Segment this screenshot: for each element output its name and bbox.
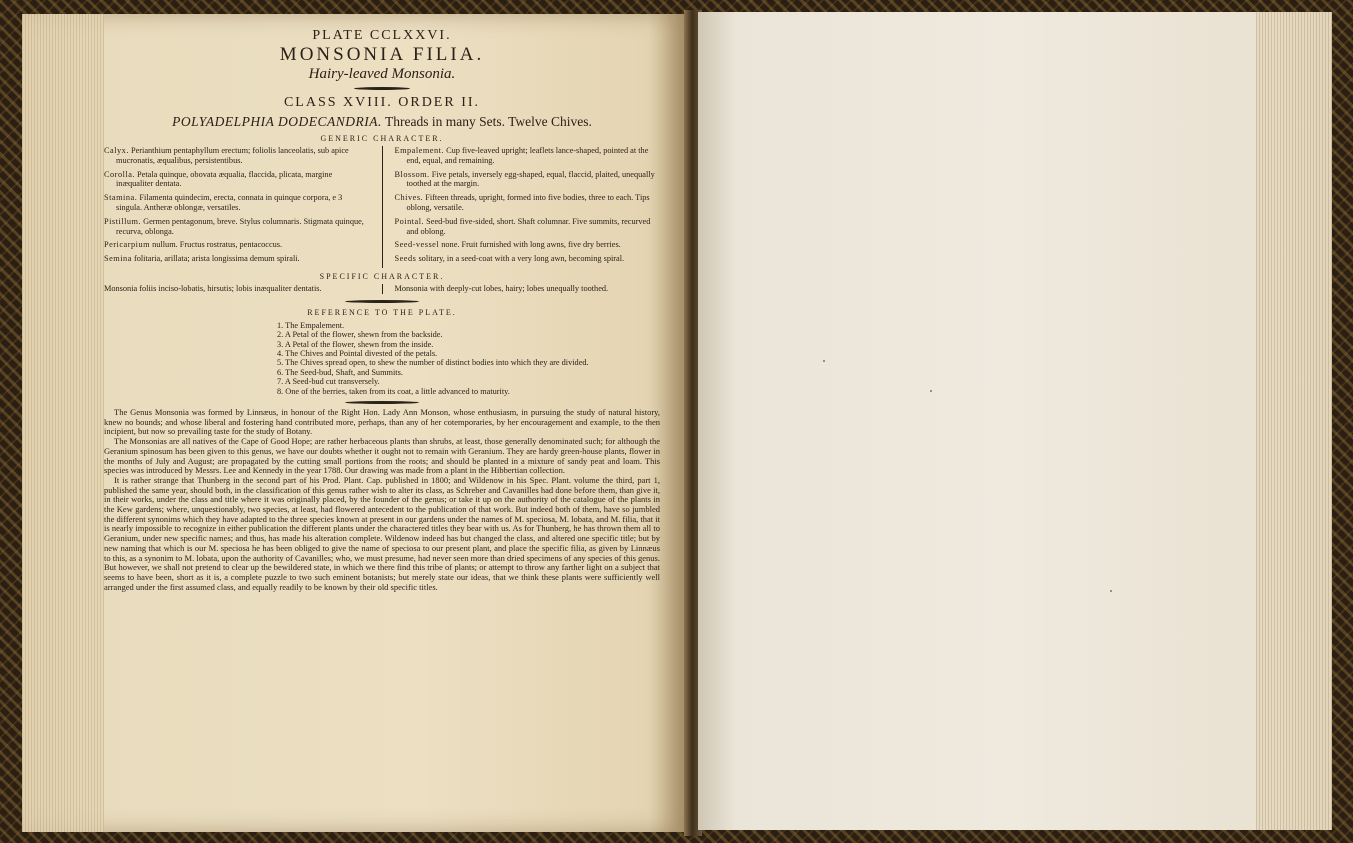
specific-columns xyxy=(104,284,660,294)
paper-speck xyxy=(1110,590,1112,592)
plate-number: PLATE CCLXXVI. xyxy=(312,28,452,43)
reference-item: 6. The Seed-bud, Shaft, and Summits. xyxy=(277,367,403,377)
specific-english: Monsonia with deeply-cut lobes, hairy; lobes unequally toothed. xyxy=(394,283,609,293)
generic-latin-entry: Calyx. Perianthium pentaphyllum erectum; foliolis lanceolatis, sub apice mucronatis, æqualibus, persistentibus. xyxy=(104,146,349,165)
generic-columns xyxy=(104,146,660,268)
generic-latin-entry: Semina folitaria, arillata; arista longissima demum spirali. xyxy=(104,254,300,264)
class-latin: POLYADELPHIA DODECANDRIA. xyxy=(172,114,382,129)
body-paragraph: The Genus Monsonia was formed by Linnæus, in honour of the Right Hon. Lady Ann Monson, whose enthusiasm, in pursuing the study of natural history, knew no bounds; and whose liberal and fostering hand contributed more, perhaps, than any of her cotemporaries, by her encouragement and example, to the then incipient, but now so prevailing taste for the study of Botany. xyxy=(104,407,660,437)
generic-latin-entry: Pistillum. Germen pentagonum, breve. Stylus columnaris. Stigmata quinque, recurva, oblonga. xyxy=(104,216,364,236)
genus-title: MONSONIA FILIA. xyxy=(279,44,485,65)
reference-item: 8. One of the berries, taken from its coat, a little advanced to maturity. xyxy=(277,386,510,396)
specific-latin: Monsonia foliis inciso-lobatis, hirsutis; lobis inæqualiter dentatis. xyxy=(104,284,383,294)
reference-item: 4. The Chives and Pointal divested of the petals. xyxy=(277,348,438,358)
reference-item: 7. A Seed-bud cut transversely. xyxy=(277,377,380,387)
generic-latin-entry: Corolla. Petala quinque, obovata æqualia, flaccida, plicata, margine inæqualiter dentata. xyxy=(104,169,333,189)
reference-item: 1. The Empalement. xyxy=(277,320,345,330)
right-page-blank xyxy=(698,12,1332,830)
paper-speck xyxy=(823,360,825,362)
generic-english-entry: Chives. Fifteen threads, upright, formed into five bodies, three to each. Tips oblong, versatile. xyxy=(394,193,650,212)
generic-english xyxy=(383,146,661,268)
specific-heading: SPECIFIC CHARACTER. xyxy=(319,271,445,281)
generic-latin xyxy=(104,146,383,268)
plate-text xyxy=(104,28,660,592)
ornamental-rule xyxy=(345,401,419,404)
generic-latin-entry: Pericarpium nullum. Fructus rostratus, pentacoccus. xyxy=(104,240,283,250)
body-paragraph: It is rather strange that Thunberg in the second part of his Prod. Plant. Cap. published in 1800; and Wildenow in his Spec. Plant. volume the third, part 1, published the same year, should both, in the classification of this genus rather wish to alter its class, as Schreber and Cavanilles had done before them, than give it, in their works, under the class and title where it was originally placed, by the founder of the genus; or take it up on the authority of the catalogue of the plants in the Kew gardens; where, unquestionably, two species, at least, had flowered antecedent to the publication of that work. But indeed both of them, have so jumbled the different synonims which they have adapted to the three species known at present in our gardens under the names of M. speciosa, M. lobata, and M. filia, that it is nearly impossible to recognize in either publication the different plants under the charactered titles they bear with us. As for Thunberg, he has thrown them all to Geranium, under new specific names; and thus, has made his alteration complete. Wildenow indeed has but changed the class, and altered one specific title; but by new naming that which is our M. speciosa he has been obliged to give the name of speciosa to our present plant, and place the specific filia, as given by Linnæus to this, as a synonim to M. lobata, upon the authority of Cavanilles; who, we must presume, had never seen more than dried specimens of any species of this genus. But however, we shall not pretend to clear up the bewildered state, in which we there find this tribe of plants; or attempt to throw any farther light on a subject that seems to have been, short as it is, a complete puzzle to two such eminent botanists; but merely state our ideas, that we think these plants were sufficiently well arranged under the first assumed class, and equally readily to be known by their old specific titles. xyxy=(104,474,660,592)
reference-heading: REFERENCE TO THE PLATE. xyxy=(307,307,457,317)
generic-english-entry: Empalement. Cup five-leaved upright; leaflets lance-shaped, pointed at the end, equal, and remaining. xyxy=(394,146,649,165)
generic-english-entry: Seed-vessel none. Fruit furnished with long awns, five dry berries. xyxy=(394,240,621,250)
left-page-edges xyxy=(22,14,104,832)
generic-english-entry: Pointal. Seed-bud five-sided, short. Shaft columnar. Five summits, recurved and oblong. xyxy=(394,216,651,236)
class-description xyxy=(104,113,660,130)
generic-latin-entry: Stamina. Filamenta quindecim, erecta, connata in quinque corpora, e 3 singula. Antheræ oblongæ, versatiles. xyxy=(104,193,343,212)
class-english: Threads in many Sets. Twelve Chives. xyxy=(385,114,592,129)
reference-item: 5. The Chives spread open, to shew the number of distinct bodies into which they are divided. xyxy=(277,358,589,368)
right-page-edges xyxy=(1256,12,1332,830)
paper-speck xyxy=(930,390,932,392)
reference-item: 3. A Petal of the flower, shewn from the inside. xyxy=(277,339,434,349)
reference-item: 2. A Petal of the flower, shewn from the backside. xyxy=(277,330,443,340)
generic-english-entry: Blossom. Five petals, inversely egg-shaped, equal, flaccid, plaited, unequally toothed at the margin. xyxy=(394,169,655,189)
ornamental-rule xyxy=(345,300,419,303)
generic-heading: GENERIC CHARACTER. xyxy=(320,134,444,143)
ornamental-rule xyxy=(354,87,410,90)
body-text xyxy=(104,408,660,592)
reference-list xyxy=(277,321,660,396)
generic-english-entry: Seeds solitary, in a seed-coat with a very long awn, becoming spiral. xyxy=(394,254,625,264)
class-order: CLASS XVIII. ORDER II. xyxy=(283,95,481,110)
body-paragraph: The Monsonias are all natives of the Cape of Good Hope; are rather herbaceous plants than shrubs, at least, those generally denominated such; for although the Geranium spinosum has been given to this genus, we have our doubts whether it ought not to remain with Geranium. They are hardy green-house plants, flower in the months of July and August; are propagated by the cutting small portions from the roots; and should be planted in a mixture of sandy peat and loam. This species was introduced by Messrs. Lee and Kennedy in the year 1788. Our drawing was made from a plant in the Hibbertian collection. xyxy=(104,436,660,476)
common-name: Hairy-leaved Monsonia. xyxy=(308,66,456,82)
